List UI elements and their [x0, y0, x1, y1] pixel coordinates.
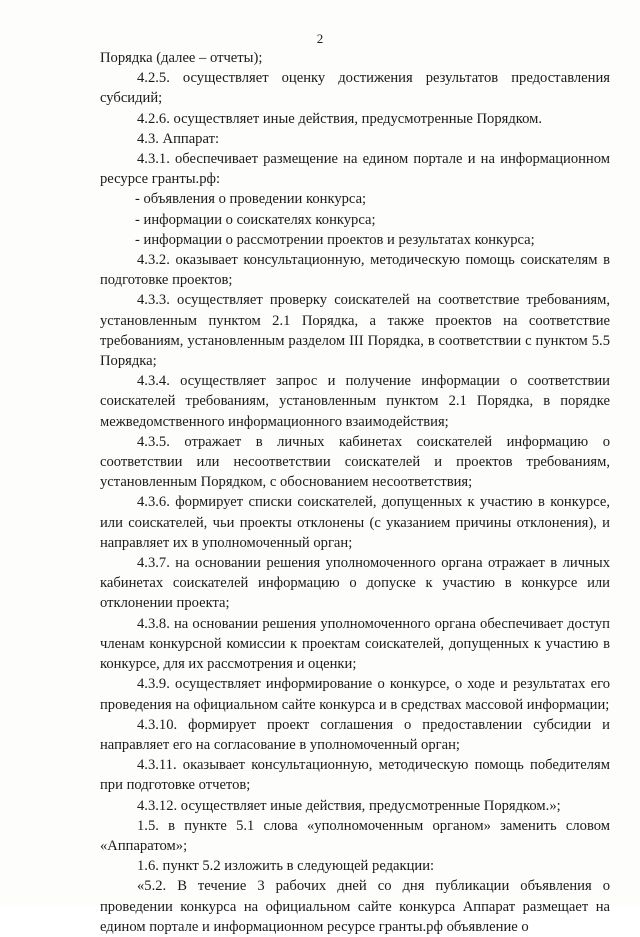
paragraph: - объявления о проведении конкурса; — [135, 191, 367, 208]
paragraph: «5.2. В течение 3 рабочих дней со дня публикации объявления о проведении конкурса на официальном сайте конкурса Аппарат размещает на едином портале и информационном ресурсе гранты.рф объявление о — [100, 878, 610, 935]
paragraph: 4.3.5. отражает в личных кабинетах соискателей информацию о соответствии или несоответствии соискателей и проектов требованиям, установленным Порядком, с обоснованием несоответствия; — [100, 433, 610, 491]
paragraph: Порядка (далее – отчеты); — [100, 50, 263, 66]
paragraph: 4.3.3. осуществляет проверку соискателей на соответствие требованиям, установленным пунктом 2.1 Порядка, а также проектов на соответствие требованиям, установленным разделом III Порядка, в соответствии с пунктом 5.5 Порядка; — [100, 292, 610, 370]
paragraph: 4.3.4. осуществляет запрос и получение информации о соответствии соискателей требованиям, установленным пунктом 2.1 Порядка, в порядке межведомственного информационного взаимодействия; — [100, 373, 610, 430]
paragraph: - информации о соискателях конкурса; — [135, 211, 376, 228]
paragraph: 4.2.6. осуществляет иные действия, предусмотренные Порядком. — [137, 110, 543, 127]
paragraph: 4.3.10. формирует проект соглашения о предоставлении субсидии и направляет его на согласование в уполномоченный орган; — [100, 716, 610, 753]
paragraph: 4.3.8. на основании решения уполномоченного органа обеспечивает доступ членам конкурсной комиссии к проектам соискателей, допущенных к участию в конкурсе, для их рассмотрения и оценки; — [100, 615, 610, 673]
paragraph: 4.3.7. на основании решения уполномоченного органа отражает в личных кабинетах соискателей информацию о допуске к участию в конкурсе или отклонении проекта; — [100, 555, 610, 612]
paragraph: 1.5. в пункте 5.1 слова «уполномоченным органом» заменить словом «Аппаратом»; — [100, 817, 610, 854]
paragraph: - информации о рассмотрении проектов и результатах конкурса; — [135, 231, 535, 248]
document-body — [100, 48, 610, 937]
paragraph: 1.6. пункт 5.2 изложить в следующей редакции: — [137, 858, 435, 875]
paragraph: 4.3.1. обеспечивает размещение на едином портале и на информационном ресурсе гранты.рф: — [100, 151, 610, 188]
paragraph: 4.3. Аппарат: — [137, 130, 220, 147]
paragraph: 4.2.5. осуществляет оценку достижения результатов предоставления субсидий; — [100, 70, 610, 107]
paragraph: 4.3.11. оказывает консультационную, методическую помощь победителям при подготовке отчетов; — [100, 757, 610, 794]
paragraph: 4.3.2. оказывает консультационную, методическую помощь соискателям в подготовке проектов; — [100, 252, 610, 289]
page-number: 2 — [316, 31, 324, 46]
paragraph: 4.3.6. формирует списки соискателей, допущенных к участию в конкурсе, или соискателей, чьи проекты отклонены (с указанием причины отклонения), и направляет их в уполномоченный орган; — [100, 494, 610, 551]
paragraph: 4.3.9. осуществляет информирование о конкурсе, о ходе и результатах его проведения на официальном сайте конкурса и в средствах массовой информации; — [100, 676, 610, 713]
paragraph: 4.3.12. осуществляет иные действия, предусмотренные Порядком.»; — [137, 797, 561, 814]
